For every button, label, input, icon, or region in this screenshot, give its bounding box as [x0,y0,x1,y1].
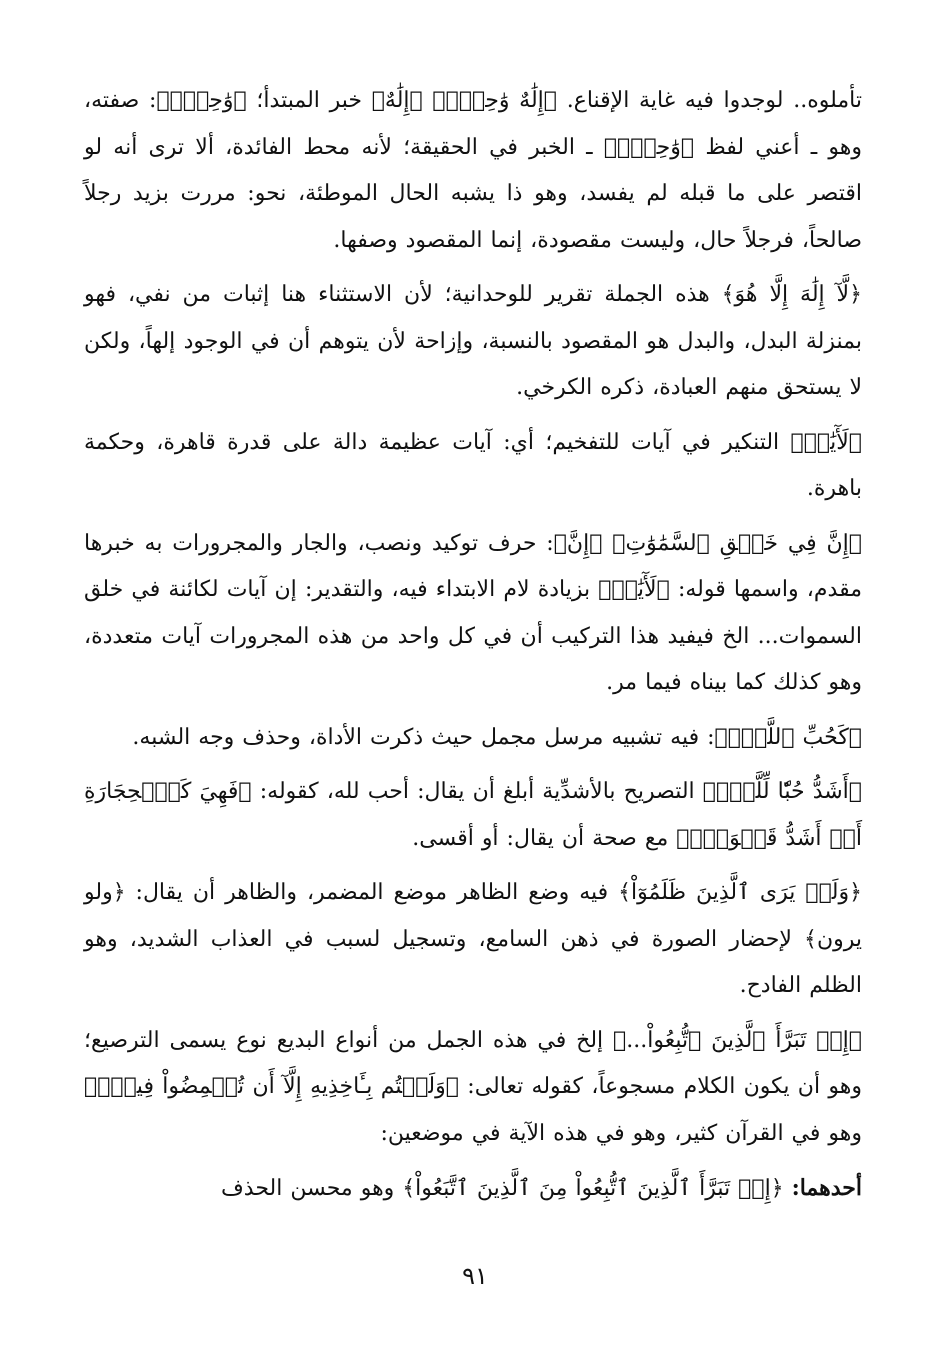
page-number: ٩١ [462,1262,488,1290]
paragraph-9 [84,1165,862,1213]
paragraph-7: ﴿وَلَوۡ يَرَى ٱلَّذِينَ ظَلَمُوٓاْ﴾ فيه وضع الظاهر موضع المضمر، والظاهر أن يقال: ﴿ولو يرون﴾ لإحضار الصورة في ذهن السامع، وتسجيل لسبب في العذاب الشديد، وهو الظلم الفادح. [84,880,862,998]
paragraph-9-text: ﴿إِذۡ تَبَرَّأَ ٱلَّذِينَ ٱتُّبِعُواْ مِنَ ٱلَّذِينَ ٱتَّبَعُواْ﴾ وهو محسن الحذف [220,1176,792,1201]
paragraph-5: ﴿كَحُبِّ ٱللَّهِۖ﴾: فيه تشبيه مرسل مجمل حيث ذكرت الأداة، وحذف وجه الشبه. [132,724,862,750]
paragraph-2: ﴿لَّآ إِلَٰهَ إِلَّا هُوَ﴾ هذه الجملة تقرير للوحدانية؛ لأن الاستثناء هنا إثبات من نفي، فهو بمنزلة البدل، والبدل هو المقصود بالنسبة، وإزاحة لأن يتوهم أن في الوجود إلهاً، ولكن لا يستحق منهم العبادة، ذكره الكرخي. [84,282,862,400]
paragraph-1: تأملوه.. لوجدوا فيه غاية الإقناع. ﴿إِلَٰهٌ وَٰحِدٌۖ﴾ ﴿إِلَٰهٌ﴾ خبر المبتدأ؛ ﴿وَٰحِدٌۖ﴾: صفته، وهو ـ أعني لفظ ﴿وَٰحِدٌۖ﴾ ـ الخبر في الحقيقة؛ لأنه محط الفائدة، ألا ترى أنه لو اقتصر على ما قبله لم يفسد، وهو ذا يشبه الحال الموطئة، نحو: مررت بزيد رجلاً صالحاً، فرجلاً حال، وليست مقصودة، إنما المقصود وصفها. [84,88,862,253]
page-body [84,78,862,1221]
paragraph-9-lead: أحدهما: [791,1175,862,1201]
paragraph-3: ﴿لَأٓيَٰتٖ﴾ التنكير في آيات للتفخيم؛ أي: آيات عظيمة دالة على قدرة قاهرة، وحكمة باهرة. [84,429,862,501]
paragraph-4: ﴿إِنَّ فِي خَلۡقِ ٱلسَّمَٰوَٰتِ﴾ ﴿إِنَّ﴾: حرف توكيد ونصب، والجار والمجرورات به خبرها مقدم، واسمها قوله: ﴿لَأٓيَٰتٖ﴾ بزيادة لام الابتداء فيه، والتقدير: إن آيات لكائنة في خلق السموات... الخ فيفيد هذا التركيب أن في كل واحد من هذه المجرورات آيات متعددة، وهو كذلك كما بيناه فيما مر. [84,530,862,695]
paragraph-8: ﴿إِذۡ تَبَرَّأَ ٱلَّذِينَ ٱتُّبِعُواْ...﴾ إلخ في هذه الجمل من أنواع البديع نوع يسمى الترصيع؛ وهو أن يكون الكلام مسجوعاً، كقوله تعالى: ﴿وَلَسۡتُم بِـَٔاخِذِيهِ إِلَّآ أَن تُغۡمِضُواْ فِيهِۚ﴾ وهو في القرآن كثير، وهو في هذه الآية في موضعين: [84,1027,862,1146]
paragraph-6: ﴿أَشَدُّ حُبّٗا لِّلَّهِۗ﴾ التصريح بالأشدِّية أبلغ أن يقال: أحب لله، كقوله: ﴿فَهِيَ كَٱلۡحِجَارَةِ أَوۡ أَشَدُّ قَسۡوَةٗۚ﴾ مع صحة أن يقال: أو أقسى. [84,779,862,851]
